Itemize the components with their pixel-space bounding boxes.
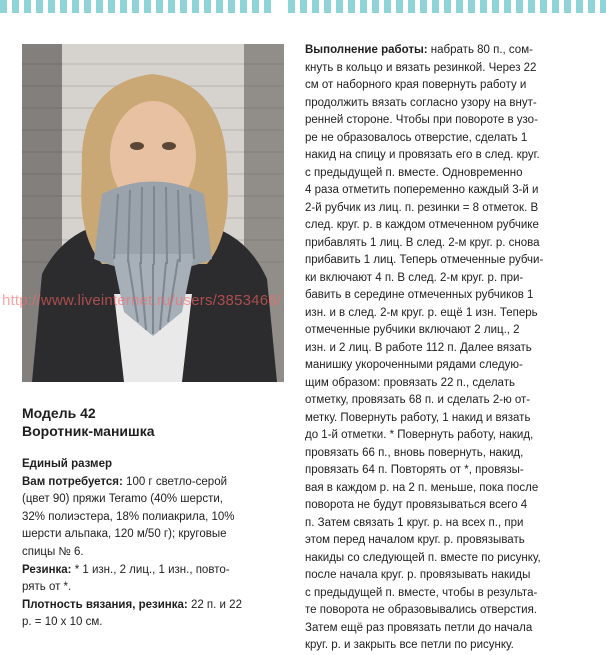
instructions-line: кнуть в кольцо и вязать резинкой. Через 22 — [305, 61, 537, 74]
instructions-column — [305, 42, 587, 655]
left-column — [22, 404, 284, 632]
rib-line-0 — [22, 562, 284, 580]
instructions-line: провязать 64 п. Повторять от *, провязы- — [305, 464, 524, 476]
density-line-1: р. = 10 х 10 см. — [22, 616, 103, 629]
materials-line-4: спицы № 6. — [22, 545, 84, 558]
instructions-line: 2-й рубчик из лиц. п. резинки = 8 отметок. В — [305, 201, 539, 214]
instructions-line: манишку укороченными рядами следую- — [305, 359, 523, 371]
instructions-line: поворота не будут провязываться всего 4 — [305, 499, 528, 511]
instructions-line: провязать 66 п., вновь повернуть, накид, — [305, 446, 524, 459]
model-title: Воротник-манишка — [22, 423, 155, 439]
instructions-line: круг. р. и закрыть все петли по рисунку. — [305, 639, 514, 651]
model-photo — [22, 44, 284, 382]
density-text-0: 22 п. и 22 — [187, 598, 242, 611]
instructions-line: прибавить 1 лиц. Теперь отмеченные рубчи- — [305, 254, 544, 266]
materials-line-2: 32% полиэстера, 18% полиакрила, 10% — [22, 510, 235, 523]
instructions-line: до 1-й отметки. * Повернуть работу, накид, — [305, 429, 534, 441]
instructions-line: отметку, провязать 68 п. и сделать 2-ю от- — [305, 394, 531, 406]
materials-line-0 — [22, 474, 284, 492]
instructions-line-first — [305, 42, 587, 60]
instructions-line: 4 раза отметить попеременно каждый 3-й и — [305, 184, 539, 196]
header-stripe-left — [0, 0, 276, 13]
header-stripe-right — [288, 0, 606, 13]
url-watermark: http://www.liveinternet.ru/users/3853466/ — [2, 292, 282, 309]
rib-line-1: рять от *. — [22, 581, 72, 594]
instructions-line: этом перед началом круг. р. провязывать — [305, 534, 525, 546]
instructions-line: ки включают 4 п. В след. 2-м круг. р. при- — [305, 271, 524, 284]
instructions-line: продолжить вязать согласно узору на внут- — [305, 96, 537, 109]
instructions-line: вая в каждом р. на 2 п. меньше, пока после — [305, 481, 539, 494]
size-label: Единый размер — [22, 458, 112, 470]
instructions-line: прибавлять 1 лиц. В след. 2-м круг. р. снова — [305, 236, 540, 249]
photo-woman-knitted-collar — [22, 44, 284, 382]
instructions-line: с предыдущей п. вместе, чтобы в результа- — [305, 586, 538, 599]
instructions-line: накид на спицу и провязать его в след. круг. — [305, 149, 540, 161]
materials-block — [22, 456, 284, 632]
model-number: Модель 42 — [22, 405, 96, 421]
instructions-lines — [305, 60, 587, 655]
instructions-line: ре не образовалось отверстие, сделать 1 — [305, 131, 528, 144]
materials-label: Вам потребуется: — [22, 475, 123, 488]
instructions-line: после начала круг. р. провязывать накиды — [305, 569, 531, 581]
density-label: Плотность вязания, резинка: — [22, 598, 188, 611]
instructions-line: метку. Повернуть работу, 1 накид и вязать — [305, 411, 531, 424]
instructions-line: щим образом: провязать 22 п., сделать — [305, 376, 515, 389]
instructions-line: изн. и в след. 2-м круг. р. ещё 1 изн. Теперь — [305, 306, 538, 319]
materials-text-0: 100 г светло-серой — [122, 475, 228, 488]
density-line-0 — [22, 597, 284, 615]
instructions-line: ренней стороне. Чтобы при повороте в узо- — [305, 114, 538, 126]
instructions-line: отмеченные рубчики включают 2 лиц., 2 — [305, 324, 520, 336]
rib-label: Резинка: — [22, 563, 72, 576]
instructions-line: те поворота не образовывались отверстия. — [305, 604, 537, 616]
instructions-line: п. Затем связать 1 круг. р. на всех п., при — [305, 516, 524, 529]
instructions-line: см от наборного края повернуть работу и — [305, 79, 527, 91]
instructions-line: изн. и 2 лиц. В работе 112 п. Далее вязать — [305, 341, 532, 354]
work-first-text: набрать 80 п., сом- — [427, 44, 533, 56]
instructions-line: бавить в середине отмеченных рубчиков 1 — [305, 289, 534, 301]
materials-line-1: (цвет 90) пряжи Teramo (40% шерсти, — [22, 493, 223, 506]
rib-text-0: * 1 изн., 2 лиц., 1 изн., повто- — [71, 563, 230, 576]
instructions-line: накиды со следующей п. вместе по рисунку, — [305, 551, 541, 564]
materials-line-3: шерсти альпака, 120 м/50 г); круговые — [22, 528, 227, 541]
work-label: Выполнение работы: — [305, 44, 428, 56]
instructions-line: след. круг. р. в каждом отмеченном рубчике — [305, 219, 539, 231]
instructions-line: с предыдущей п. вместе. Одновременно — [305, 166, 523, 179]
instructions-line: Затем ещё раз провязать петли до начала — [305, 621, 533, 634]
